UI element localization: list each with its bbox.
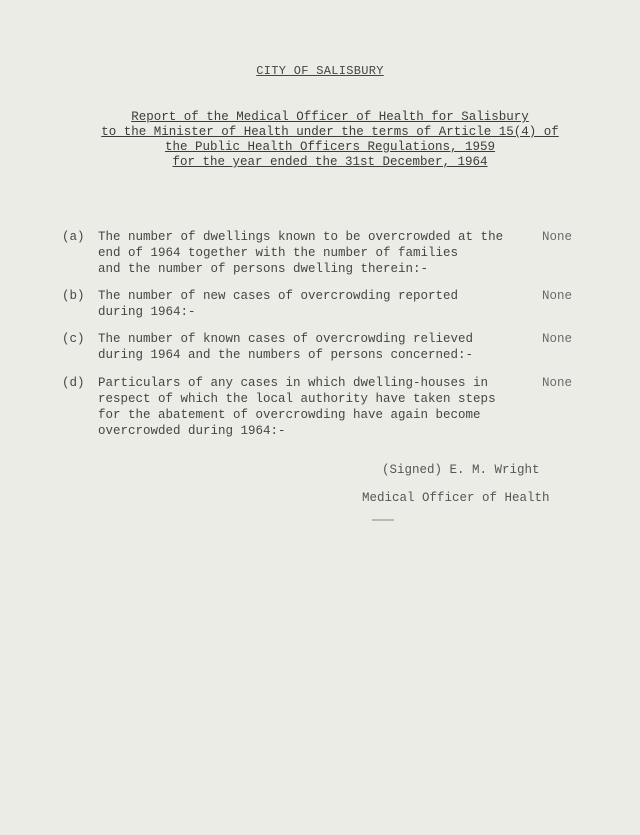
heading-line: to the Minister of Health under the terms of Article 15(4) of	[101, 125, 559, 139]
item-letter: (c)	[62, 332, 85, 346]
item-answer: None	[542, 332, 573, 346]
item-text	[98, 375, 496, 439]
document-title: CITY OF SALISBURY	[256, 64, 384, 78]
item-letter: (b)	[62, 289, 85, 303]
item-answer: None	[542, 289, 573, 303]
signature-line: (Signed) E. M. Wright	[382, 463, 540, 477]
report-heading	[100, 110, 560, 170]
item-answer: None	[542, 376, 573, 390]
ink-mark	[372, 519, 394, 521]
item-line: overcrowded during 1964:-	[98, 424, 286, 438]
item-line: The number of new cases of overcrowding reported	[98, 289, 459, 303]
item-line: end of 1964 together with the number of families	[98, 246, 459, 260]
item-answer: None	[542, 230, 573, 244]
item-text	[98, 229, 504, 277]
item-letter: (a)	[62, 230, 85, 244]
item-line: respect of which the local authority have taken steps	[98, 392, 496, 406]
item-line: and the number of persons dwelling therein:-	[98, 262, 429, 276]
heading-line: for the year ended the 31st December, 1964	[172, 155, 488, 169]
item-text	[98, 288, 478, 320]
item-line: during 1964 and the numbers of persons concerned:-	[98, 348, 474, 362]
item-line: The number of known cases of overcrowding relieved	[98, 332, 474, 346]
item-line: during 1964:-	[98, 305, 196, 319]
signatory-title: Medical Officer of Health	[362, 491, 550, 505]
item-line: The number of dwellings known to be overcrowded at the	[98, 230, 504, 244]
item-letter: (d)	[62, 376, 85, 390]
heading-line: the Public Health Officers Regulations, 1959	[164, 140, 496, 154]
item-text	[98, 331, 478, 363]
item-line: Particulars of any cases in which dwelling-houses in	[98, 376, 489, 390]
item-line: for the abatement of overcrowding have again become	[98, 408, 481, 422]
heading-line: Report of the Medical Officer of Health for Salisbury	[131, 110, 529, 124]
